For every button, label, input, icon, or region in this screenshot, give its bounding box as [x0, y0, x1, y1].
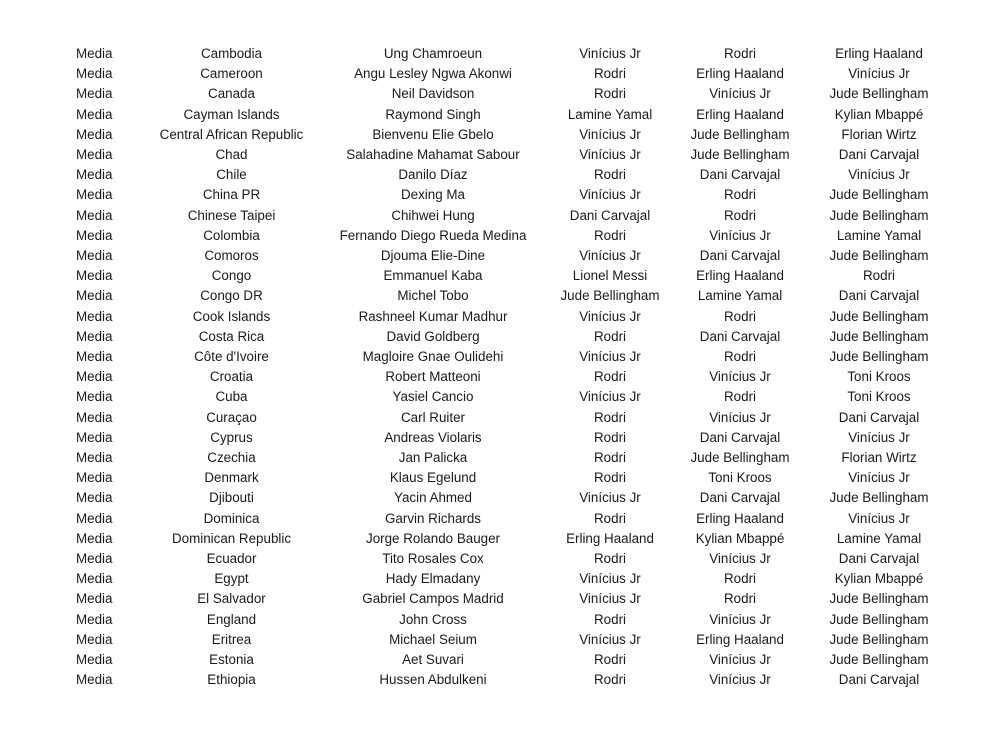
role-cell: Media	[76, 631, 113, 647]
country-cell: Central African Republic	[159, 126, 304, 142]
first-choice-cell: Rodri	[594, 227, 626, 243]
role-cell: Media	[76, 652, 113, 668]
country-cell: Cook Islands	[192, 308, 271, 324]
table-row	[60, 165, 940, 185]
role-cell: Media	[76, 389, 113, 405]
first-choice-cell: Rodri	[594, 409, 626, 425]
second-choice-cell: Dani Carvajal	[699, 328, 781, 344]
second-choice-cell: Rodri	[724, 46, 756, 61]
role-cell: Media	[76, 510, 113, 526]
country-cell: Curaçao	[206, 409, 257, 425]
country-cell: Cayman Islands	[183, 106, 280, 122]
third-choice-cell: Jude Bellingham	[829, 207, 929, 223]
first-choice-cell: Vinícius Jr	[579, 46, 641, 61]
first-choice-cell: Vinícius Jr	[579, 187, 641, 203]
first-choice-cell: Rodri	[594, 369, 626, 385]
second-choice-cell: Erling Haaland	[696, 510, 784, 526]
second-choice-cell: Dani Carvajal	[699, 167, 781, 183]
second-choice-cell: Dani Carvajal	[699, 429, 781, 445]
third-choice-cell: Vinícius Jr	[848, 510, 910, 526]
role-cell: Media	[76, 409, 113, 425]
first-choice-cell: Rodri	[594, 470, 626, 486]
role-cell: Media	[76, 611, 113, 627]
role-cell: Media	[76, 248, 113, 264]
third-choice-cell: Jude Bellingham	[829, 490, 929, 506]
third-choice-cell: Dani Carvajal	[838, 672, 920, 688]
first-choice-cell: Rodri	[594, 66, 626, 82]
table-row	[60, 185, 940, 205]
role-cell: Media	[76, 207, 113, 223]
voter-name-cell: Tito Rosales Cox	[382, 551, 484, 567]
first-choice-cell: Rodri	[594, 328, 626, 344]
voter-name-cell: Garvin Richards	[385, 510, 481, 526]
voter-name-cell: Ung Chamroeun	[383, 46, 483, 61]
country-cell: Czechia	[207, 450, 256, 466]
second-choice-cell: Vinícius Jr	[709, 86, 771, 102]
voter-name-cell: David Goldberg	[386, 328, 480, 344]
role-cell: Media	[76, 450, 113, 466]
first-choice-cell: Rodri	[594, 652, 626, 668]
role-cell: Media	[76, 86, 113, 102]
voter-name-cell: Yacin Ahmed	[394, 490, 472, 506]
role-cell: Media	[76, 147, 113, 163]
voter-name-cell: Michel Tobo	[397, 288, 469, 304]
table-row	[60, 428, 940, 448]
table-row	[60, 44, 940, 64]
votes-table-body	[60, 44, 940, 691]
country-cell: Dominican Republic	[171, 530, 292, 546]
role-cell: Media	[76, 490, 113, 506]
third-choice-cell: Lamine Yamal	[836, 227, 922, 243]
first-choice-cell: Vinícius Jr	[579, 308, 641, 324]
voter-name-cell: Danilo Díaz	[398, 167, 468, 183]
role-cell: Media	[76, 288, 113, 304]
first-choice-cell: Rodri	[594, 551, 626, 567]
first-choice-cell: Vinícius Jr	[579, 490, 641, 506]
table-row	[60, 105, 940, 125]
role-cell: Media	[76, 328, 113, 344]
first-choice-cell: Vinícius Jr	[579, 591, 641, 607]
voter-name-cell: Salahadine Mahamat Sabour	[346, 147, 520, 163]
first-choice-cell: Dani Carvajal	[569, 207, 651, 223]
first-choice-cell: Rodri	[594, 510, 626, 526]
second-choice-cell: Vinícius Jr	[709, 672, 771, 688]
third-choice-cell: Jude Bellingham	[829, 86, 929, 102]
voter-name-cell: Raymond Singh	[385, 106, 481, 122]
role-cell: Media	[76, 429, 113, 445]
country-cell: Estonia	[209, 652, 254, 668]
third-choice-cell: Jude Bellingham	[829, 248, 929, 264]
country-cell: Cuba	[215, 389, 248, 405]
country-cell: China PR	[202, 187, 261, 203]
voter-name-cell: Fernando Diego Rueda Medina	[339, 227, 527, 243]
first-choice-cell: Rodri	[594, 450, 626, 466]
third-choice-cell: Vinícius Jr	[848, 429, 910, 445]
country-cell: Egypt	[214, 571, 249, 587]
third-choice-cell: Jude Bellingham	[829, 652, 929, 668]
country-cell: Chile	[216, 167, 247, 183]
table-row	[60, 307, 940, 327]
voter-name-cell: Jan Palicka	[398, 450, 468, 466]
table-row	[60, 64, 940, 84]
first-choice-cell: Vinícius Jr	[579, 248, 641, 264]
second-choice-cell: Vinícius Jr	[709, 611, 771, 627]
country-cell: Eritrea	[211, 631, 252, 647]
voter-name-cell: Rashneel Kumar Madhur	[358, 308, 508, 324]
second-choice-cell: Jude Bellingham	[690, 147, 790, 163]
country-cell: Canada	[208, 86, 255, 102]
role-cell: Media	[76, 46, 113, 61]
second-choice-cell: Jude Bellingham	[690, 450, 790, 466]
country-cell: Chad	[215, 147, 248, 163]
third-choice-cell: Dani Carvajal	[838, 409, 920, 425]
country-cell: Ethiopia	[207, 672, 256, 688]
second-choice-cell: Erling Haaland	[696, 631, 784, 647]
country-cell: El Salvador	[197, 591, 266, 607]
third-choice-cell: Kylian Mbappé	[834, 571, 924, 587]
table-row	[60, 347, 940, 367]
table-row	[60, 286, 940, 306]
table-row	[60, 145, 940, 165]
voter-name-cell: Bienvenu Elie Gbelo	[372, 126, 494, 142]
role-cell: Media	[76, 167, 113, 183]
country-cell: Djibouti	[209, 490, 254, 506]
table-row	[60, 84, 940, 104]
voter-name-cell: Yasiel Cancio	[392, 389, 474, 405]
voter-name-cell: Robert Matteoni	[385, 369, 481, 385]
country-cell: Cameroon	[200, 66, 263, 82]
role-cell: Media	[76, 349, 113, 365]
table-row	[60, 367, 940, 387]
first-choice-cell: Rodri	[594, 429, 626, 445]
role-cell: Media	[76, 551, 113, 567]
third-choice-cell: Toni Kroos	[847, 369, 911, 385]
third-choice-cell: Toni Kroos	[847, 389, 911, 405]
third-choice-cell: Jude Bellingham	[829, 187, 929, 203]
first-choice-cell: Vinícius Jr	[579, 349, 641, 365]
table-row	[60, 206, 940, 226]
country-cell: Ecuador	[206, 551, 257, 567]
table-row	[60, 408, 940, 428]
role-cell: Media	[76, 227, 113, 243]
country-cell: Cyprus	[210, 429, 253, 445]
table-row	[60, 549, 940, 569]
second-choice-cell: Jude Bellingham	[690, 126, 790, 142]
third-choice-cell: Rodri	[863, 268, 895, 284]
country-cell: Comoros	[204, 248, 259, 264]
table-row	[60, 387, 940, 407]
first-choice-cell: Erling Haaland	[566, 530, 654, 546]
table-row	[60, 529, 940, 549]
role-cell: Media	[76, 470, 113, 486]
table-row	[60, 488, 940, 508]
third-choice-cell: Jude Bellingham	[829, 328, 929, 344]
role-cell: Media	[76, 187, 113, 203]
table-row	[60, 569, 940, 589]
second-choice-cell: Erling Haaland	[696, 66, 784, 82]
first-choice-cell: Vinícius Jr	[579, 126, 641, 142]
voter-name-cell: Magloire Gnae Oulidehi	[362, 349, 504, 365]
role-cell: Media	[76, 672, 113, 688]
country-cell: Cambodia	[200, 46, 263, 61]
third-choice-cell: Dani Carvajal	[838, 147, 920, 163]
first-choice-cell: Vinícius Jr	[579, 147, 641, 163]
table-row	[60, 670, 940, 690]
country-cell: Congo	[211, 268, 252, 284]
second-choice-cell: Rodri	[724, 207, 756, 223]
table-row	[60, 125, 940, 145]
role-cell: Media	[76, 126, 113, 142]
third-choice-cell: Vinícius Jr	[848, 470, 910, 486]
third-choice-cell: Erling Haaland	[835, 46, 923, 61]
second-choice-cell: Vinícius Jr	[709, 551, 771, 567]
voter-name-cell: Michael Seium	[389, 631, 477, 647]
first-choice-cell: Jude Bellingham	[560, 288, 660, 304]
country-cell: Côte d'Ivoire	[194, 349, 269, 365]
role-cell: Media	[76, 66, 113, 82]
table-row	[60, 630, 940, 650]
country-cell: England	[206, 611, 257, 627]
first-choice-cell: Rodri	[594, 611, 626, 627]
table-row	[60, 650, 940, 670]
voter-name-cell: Jorge Rolando Bauger	[366, 530, 500, 546]
role-cell: Media	[76, 591, 113, 607]
table-row	[60, 246, 940, 266]
second-choice-cell: Toni Kroos	[708, 470, 772, 486]
voter-name-cell: Chihwei Hung	[391, 207, 475, 223]
third-choice-cell: Lamine Yamal	[836, 530, 922, 546]
second-choice-cell: Rodri	[724, 308, 756, 324]
third-choice-cell: Jude Bellingham	[829, 591, 929, 607]
table-row	[60, 468, 940, 488]
voter-name-cell: Dexing Ma	[400, 187, 465, 203]
first-choice-cell: Lionel Messi	[572, 268, 648, 284]
voter-name-cell: Djouma Elie-Dine	[380, 248, 486, 264]
table-row	[60, 589, 940, 609]
voter-name-cell: Gabriel Campos Madrid	[362, 591, 504, 607]
second-choice-cell: Rodri	[724, 187, 756, 203]
second-choice-cell: Dani Carvajal	[699, 490, 781, 506]
table-row	[60, 610, 940, 630]
third-choice-cell: Jude Bellingham	[829, 308, 929, 324]
third-choice-cell: Dani Carvajal	[838, 288, 920, 304]
third-choice-cell: Jude Bellingham	[829, 611, 929, 627]
second-choice-cell: Dani Carvajal	[699, 248, 781, 264]
voter-name-cell: John Cross	[399, 611, 467, 627]
voter-name-cell: Angu Lesley Ngwa Akonwi	[354, 66, 512, 82]
second-choice-cell: Vinícius Jr	[709, 652, 771, 668]
voter-name-cell: Klaus Egelund	[389, 470, 477, 486]
first-choice-cell: Rodri	[594, 86, 626, 102]
table-row	[60, 226, 940, 246]
table-row	[60, 327, 940, 347]
first-choice-cell: Rodri	[594, 672, 626, 688]
country-cell: Denmark	[204, 470, 259, 486]
country-cell: Dominica	[203, 510, 260, 526]
third-choice-cell: Florian Wirtz	[841, 450, 917, 466]
role-cell: Media	[76, 369, 113, 385]
role-cell: Media	[76, 571, 113, 587]
third-choice-cell: Jude Bellingham	[829, 349, 929, 365]
role-cell: Media	[76, 530, 113, 546]
first-choice-cell: Vinícius Jr	[579, 571, 641, 587]
voter-name-cell: Neil Davidson	[391, 86, 475, 102]
country-cell: Croatia	[209, 369, 254, 385]
first-choice-cell: Rodri	[594, 167, 626, 183]
country-cell: Chinese Taipei	[187, 207, 276, 223]
third-choice-cell: Kylian Mbappé	[834, 106, 924, 122]
third-choice-cell: Jude Bellingham	[829, 631, 929, 647]
voter-name-cell: Hussen Abdulkeni	[379, 672, 487, 688]
second-choice-cell: Rodri	[724, 389, 756, 405]
second-choice-cell: Erling Haaland	[696, 106, 784, 122]
third-choice-cell: Florian Wirtz	[841, 126, 917, 142]
voter-name-cell: Carl Ruiter	[401, 409, 465, 425]
role-cell: Media	[76, 106, 113, 122]
country-cell: Colombia	[203, 227, 260, 243]
first-choice-cell: Vinícius Jr	[579, 389, 641, 405]
country-cell: Costa Rica	[198, 328, 265, 344]
second-choice-cell: Rodri	[724, 349, 756, 365]
voter-name-cell: Emmanuel Kaba	[383, 268, 483, 284]
second-choice-cell: Rodri	[724, 571, 756, 587]
third-choice-cell: Dani Carvajal	[838, 551, 920, 567]
table-row	[60, 448, 940, 468]
second-choice-cell: Vinícius Jr	[709, 227, 771, 243]
table-row	[60, 509, 940, 529]
second-choice-cell: Rodri	[724, 591, 756, 607]
role-cell: Media	[76, 308, 113, 324]
voter-name-cell: Aet Suvari	[402, 652, 464, 668]
first-choice-cell: Lamine Yamal	[567, 106, 653, 122]
voter-name-cell: Hady Elmadany	[385, 571, 481, 587]
first-choice-cell: Vinícius Jr	[579, 631, 641, 647]
third-choice-cell: Vinícius Jr	[848, 66, 910, 82]
second-choice-cell: Kylian Mbappé	[695, 530, 785, 546]
role-cell: Media	[76, 268, 113, 284]
second-choice-cell: Lamine Yamal	[697, 288, 783, 304]
second-choice-cell: Erling Haaland	[696, 268, 784, 284]
country-cell: Congo DR	[200, 288, 263, 304]
votes-table	[60, 44, 940, 691]
table-row	[60, 266, 940, 286]
voter-name-cell: Andreas Violaris	[384, 429, 482, 445]
third-choice-cell: Vinícius Jr	[848, 167, 910, 183]
second-choice-cell: Vinícius Jr	[709, 369, 771, 385]
second-choice-cell: Vinícius Jr	[709, 409, 771, 425]
